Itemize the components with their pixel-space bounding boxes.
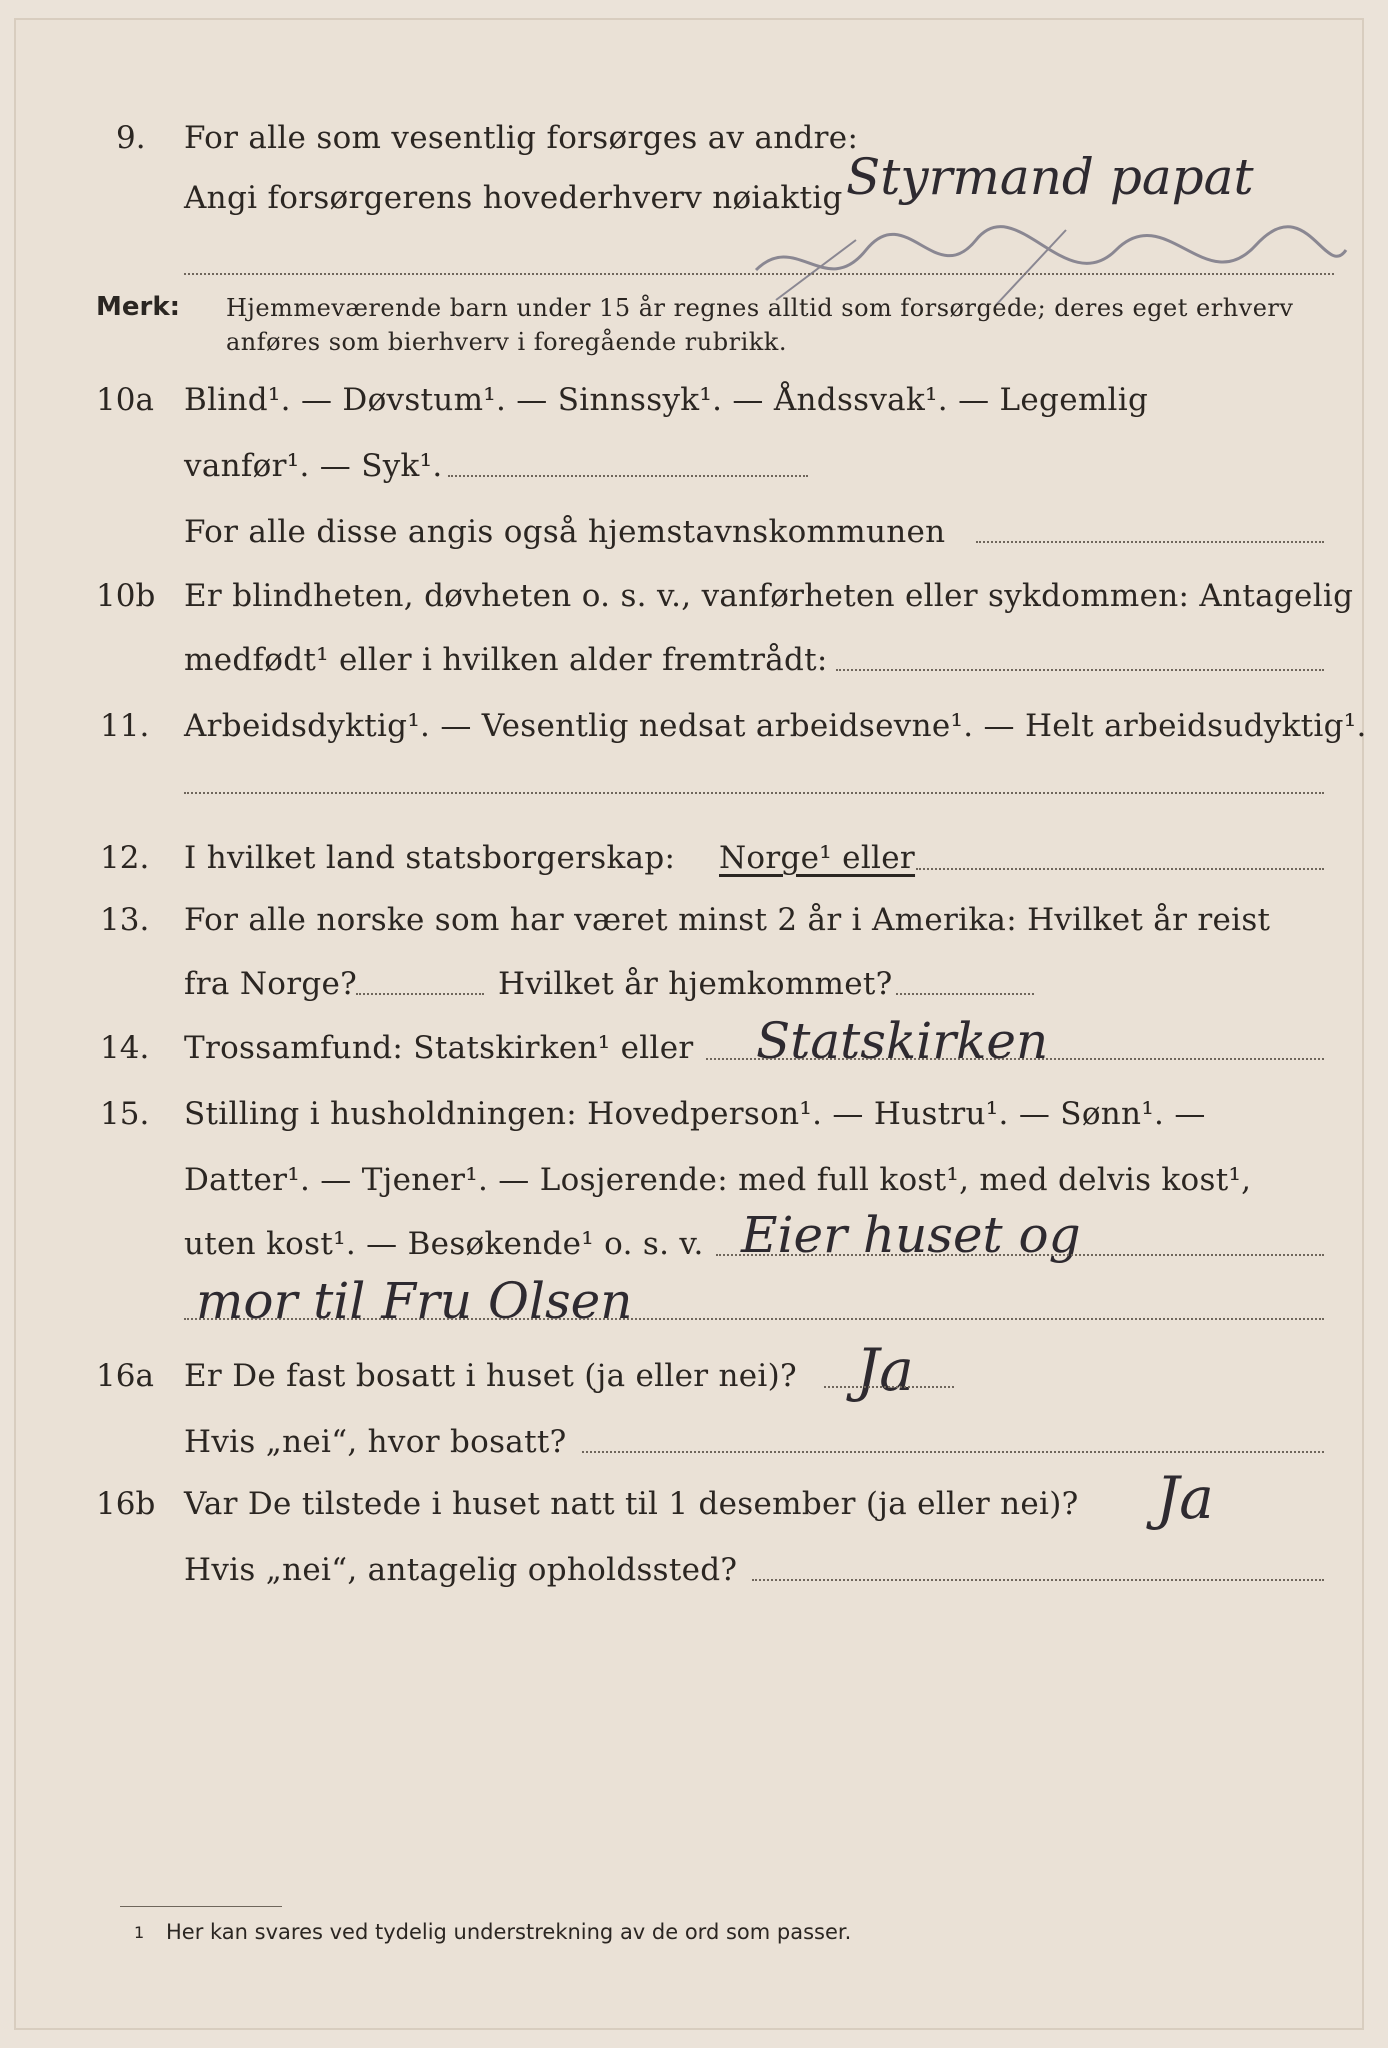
q12-prefix: I hvilket land statsborgerskap: — [184, 840, 676, 876]
q16a-line1: Er De fast bosatt i huset (ja eller nei)? — [184, 1358, 797, 1394]
q10a-line3: For alle disse angis også hjemstavnskommunen — [184, 514, 946, 550]
q15-answer-line-1 — [716, 1254, 1324, 1256]
q13-line2b: Hvilket år hjemkommet? — [498, 966, 893, 1002]
q15-answer-line-2 — [184, 1318, 1324, 1320]
q16a-line2: Hvis „nei“, hvor bosatt? — [184, 1424, 567, 1460]
q10a-hjemstavn-line — [976, 541, 1324, 543]
footnote-number: 1 — [134, 1923, 145, 1942]
q16a-number: 16a — [96, 1358, 154, 1394]
q10b-number: 10b — [96, 578, 156, 614]
q16b-number: 16b — [96, 1486, 156, 1522]
q15-handwritten-answer-1[interactable]: Eier huset og — [741, 1206, 1081, 1264]
q15-line3: uten kost¹. — Besøkende¹ o. s. v. — [184, 1226, 704, 1262]
q11-answer-line — [184, 792, 1324, 794]
footnote-rule — [120, 1906, 282, 1907]
q13-reist-line — [356, 993, 484, 995]
q14-line1: Trossamfund: Statskirken¹ eller — [184, 1030, 694, 1066]
q13-hjemkommet-line — [896, 993, 1034, 995]
footnote-text: Her kan svares ved tydelig understrekning av de ord som passer. — [166, 1920, 852, 1944]
q15-line1: Stilling i husholdningen: Hovedperson¹. — Hustru¹. — Sønn¹. — — [184, 1096, 1206, 1132]
q14-number: 14. — [100, 1030, 150, 1066]
q16a-handwritten-answer[interactable]: Ja — [856, 1336, 914, 1404]
q16b-opholdssted-line — [752, 1579, 1324, 1581]
q11-line1: Arbeidsdyktig¹. — Vesentlig nedsat arbeidsevne¹. — Helt arbeidsudyktig¹. — [184, 708, 1367, 744]
q12-number: 12. — [100, 840, 150, 876]
q9-line2: Angi forsørgerens hovederhverv nøiaktig — [184, 180, 843, 216]
q9-number: 9. — [116, 120, 146, 156]
q10a-line2: vanfør¹. — Syk¹. — [184, 448, 443, 484]
q15-handwritten-answer-2[interactable]: mor til Fru Olsen — [196, 1272, 633, 1330]
q10a-syk-line — [448, 475, 808, 477]
merk-line1: Hjemmeværende barn under 15 år regnes alltid som forsørgede; deres eget erhverv — [226, 294, 1294, 322]
q14-answer-line — [706, 1058, 1324, 1060]
q16b-line1: Var De tilstede i huset natt til 1 desember (ja eller nei)? — [184, 1486, 1079, 1522]
merk-line2: anføres som bierhverv i foregående rubrikk. — [226, 328, 787, 356]
q16b-line2: Hvis „nei“, antagelig opholdssted? — [184, 1552, 738, 1588]
q13-line2a: fra Norge? — [184, 966, 358, 1002]
q15-number: 15. — [100, 1096, 150, 1132]
q9-handwritten-answer[interactable]: Styrmand papat — [846, 148, 1254, 206]
q16b-handwritten-answer[interactable]: Ja — [1156, 1464, 1214, 1532]
q9-answer-line — [184, 273, 1334, 275]
q10b-answer-line — [836, 669, 1324, 671]
q13-line1: For alle norske som har været minst 2 år i Amerika: Hvilket år reist — [184, 902, 1271, 938]
q16a-answer-line — [824, 1386, 954, 1388]
q9-line1: For alle som vesentlig forsørges av andre: — [184, 120, 859, 156]
q16a-bosatt-line — [582, 1451, 1324, 1453]
q15-line2: Datter¹. — Tjener¹. — Losjerende: med full kost¹, med delvis kost¹, — [184, 1162, 1252, 1198]
q14-handwritten-answer[interactable]: Statskirken — [756, 1012, 1049, 1070]
q13-number: 13. — [100, 902, 150, 938]
q12-option-norge[interactable]: Norge¹ eller — [719, 840, 916, 876]
census-form-page — [14, 18, 1367, 2030]
q10a-number: 10a — [96, 382, 154, 418]
q10b-line1: Er blindheten, døvheten o. s. v., vanførheten eller sykdommen: Antagelig — [184, 578, 1354, 614]
merk-label: Merk: — [96, 292, 181, 322]
q12-answer-line — [916, 868, 1324, 870]
q10b-line2: medfødt¹ eller i hvilken alder fremtrådt: — [184, 642, 828, 678]
q11-number: 11. — [100, 708, 150, 744]
q10a-line1: Blind¹. — Døvstum¹. — Sinnssyk¹. — Åndssvak¹. — Legemlig — [184, 382, 1149, 418]
